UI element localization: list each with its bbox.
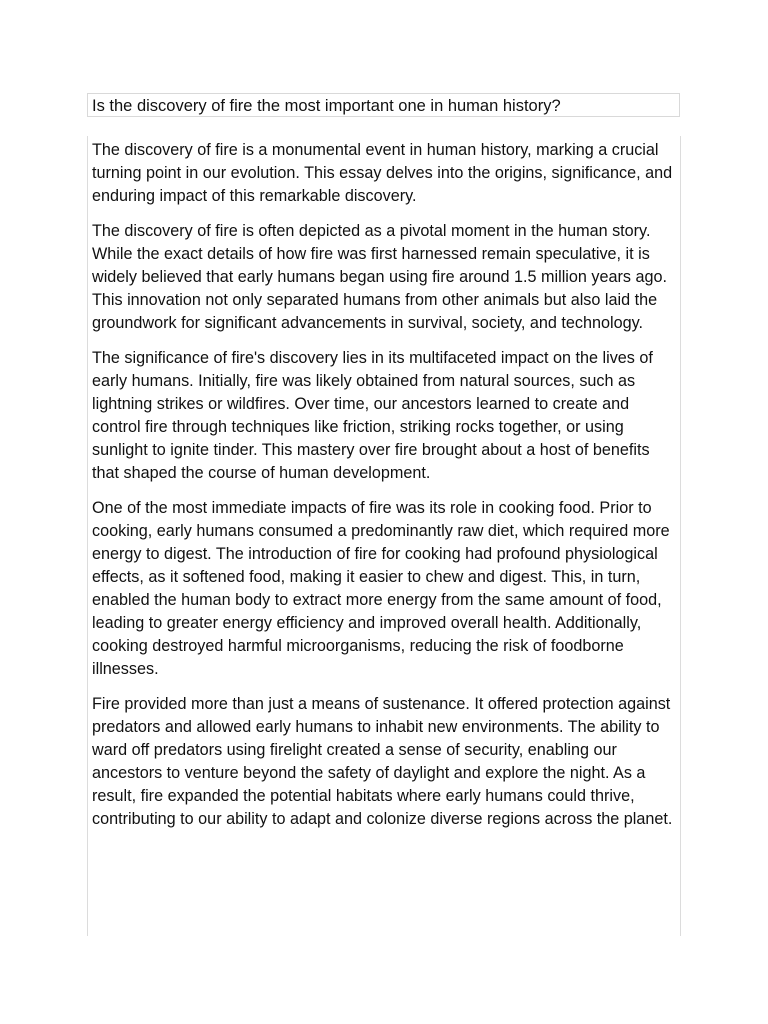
paragraph-significance: The significance of fire's discovery lies in its multifaceted impact on the lives of early humans. Initially, fire was likely obtained from natural sources, such as lightning strikes or wildfires. Over time, our ancestors learned to create and control fire through techniques like friction, striking rocks together, or using sunlight to ignite tinder. This mastery over fire brought about a host of benefits that shaped the course of human development. [92, 349, 653, 482]
essay-body [87, 136, 681, 936]
question-text: Is the discovery of fire the most important one in human history? [92, 97, 561, 115]
essay-question [87, 93, 680, 117]
paragraph-cooking: One of the most immediate impacts of fire was its role in cooking food. Prior to cooking, early humans consumed a predominantly raw diet, which required more energy to digest. The introduction of fire for cooking had profound physiological effects, as it softened food, making it easier to chew and digest. This, in turn, enabled the human body to extract more energy from the same amount of food, leading to greater energy efficiency and improved overall health. Additionally, cooking destroyed harmful microorganisms, reducing the risk of foodborne illnesses. [92, 499, 670, 678]
paragraph-origins: The discovery of fire is often depicted as a pivotal moment in the human story. While the exact details of how fire was first harnessed remain speculative, it is widely believed that early humans began using fire around 1.5 million years ago. This innovation not only separated humans from other animals but also laid the groundwork for significant advancements in survival, society, and technology. [92, 222, 667, 332]
paragraph-intro: The discovery of fire is a monumental event in human history, marking a crucial turning point in our evolution. This essay delves into the origins, significance, and enduring impact of this remarkable discovery. [92, 141, 673, 205]
paragraph-protection: Fire provided more than just a means of sustenance. It offered protection against predators and allowed early humans to inhabit new environments. The ability to ward off predators using firelight created a sense of security, enabling our ancestors to venture beyond the safety of daylight and explore the night. As a result, fire expanded the potential habitats where early humans could thrive, contributing to our ability to adapt and colonize diverse regions across the planet. [92, 695, 673, 828]
